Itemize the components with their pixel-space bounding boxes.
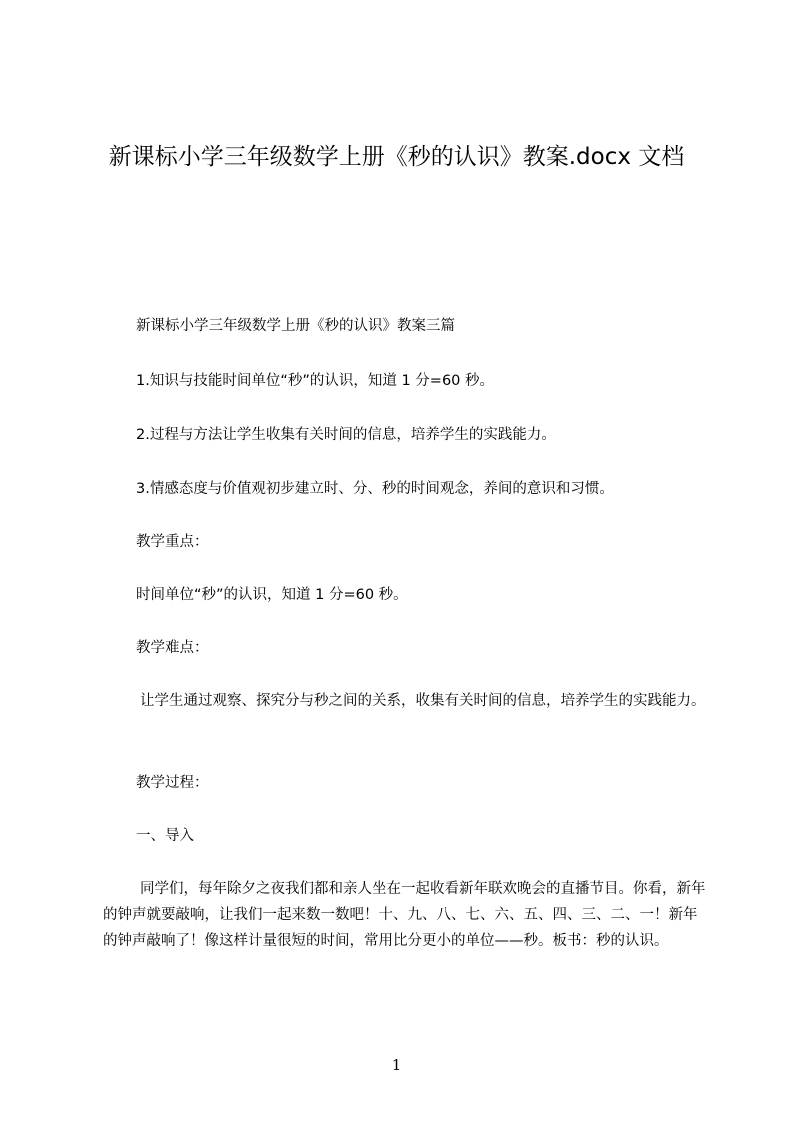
paragraph-difficulty: 让学生通过观察、探究分与秒之间的关系，收集有关时间的信息，培养学生的实践能力。 (140, 693, 706, 709)
paragraph-objective-2: 2.过程与方法让学生收集有关时间的信息，培养学生的实践能力。 (136, 427, 556, 443)
heading-difficulties: 教学难点： (136, 640, 209, 656)
heading-process: 教学过程： (136, 775, 209, 791)
paragraph-objective-1: 1.知识与技能时间单位“秒”的认识，知道 1 分=60 秒。 (136, 373, 495, 389)
heading-key-points: 教学重点： (136, 534, 209, 550)
heading-introduction: 一、导入 (136, 828, 194, 844)
paragraph-objective-3: 3.情感态度与价值观初步建立时、分、秒的时间观念，养间的意识和习惯。 (136, 481, 614, 497)
paragraph-subtitle: 新课标小学三年级数学上册《秒的认识》教案三篇 (136, 318, 455, 334)
paragraph-introduction: 同学们，每年除夕之夜我们都和亲人坐在一起收看新年联欢晚会的直播节目。你看，新年的钟声就要敲响，让我们一起来数一数吧！十、九、八、七、六、五、四、三、二、一！新年的钟声敲响了！像这样计量很短的时间，常用比分更小的单位——秒。板书：秒的认识。 (103, 881, 706, 949)
document-title: 新课标小学三年级数学上册《秒的认识》教案.docx 文档 (108, 144, 685, 170)
paragraph-key-point: 时间单位“秒”的认识，知道 1 分=60 秒。 (136, 587, 408, 603)
page-number: 1 (391, 1056, 402, 1074)
